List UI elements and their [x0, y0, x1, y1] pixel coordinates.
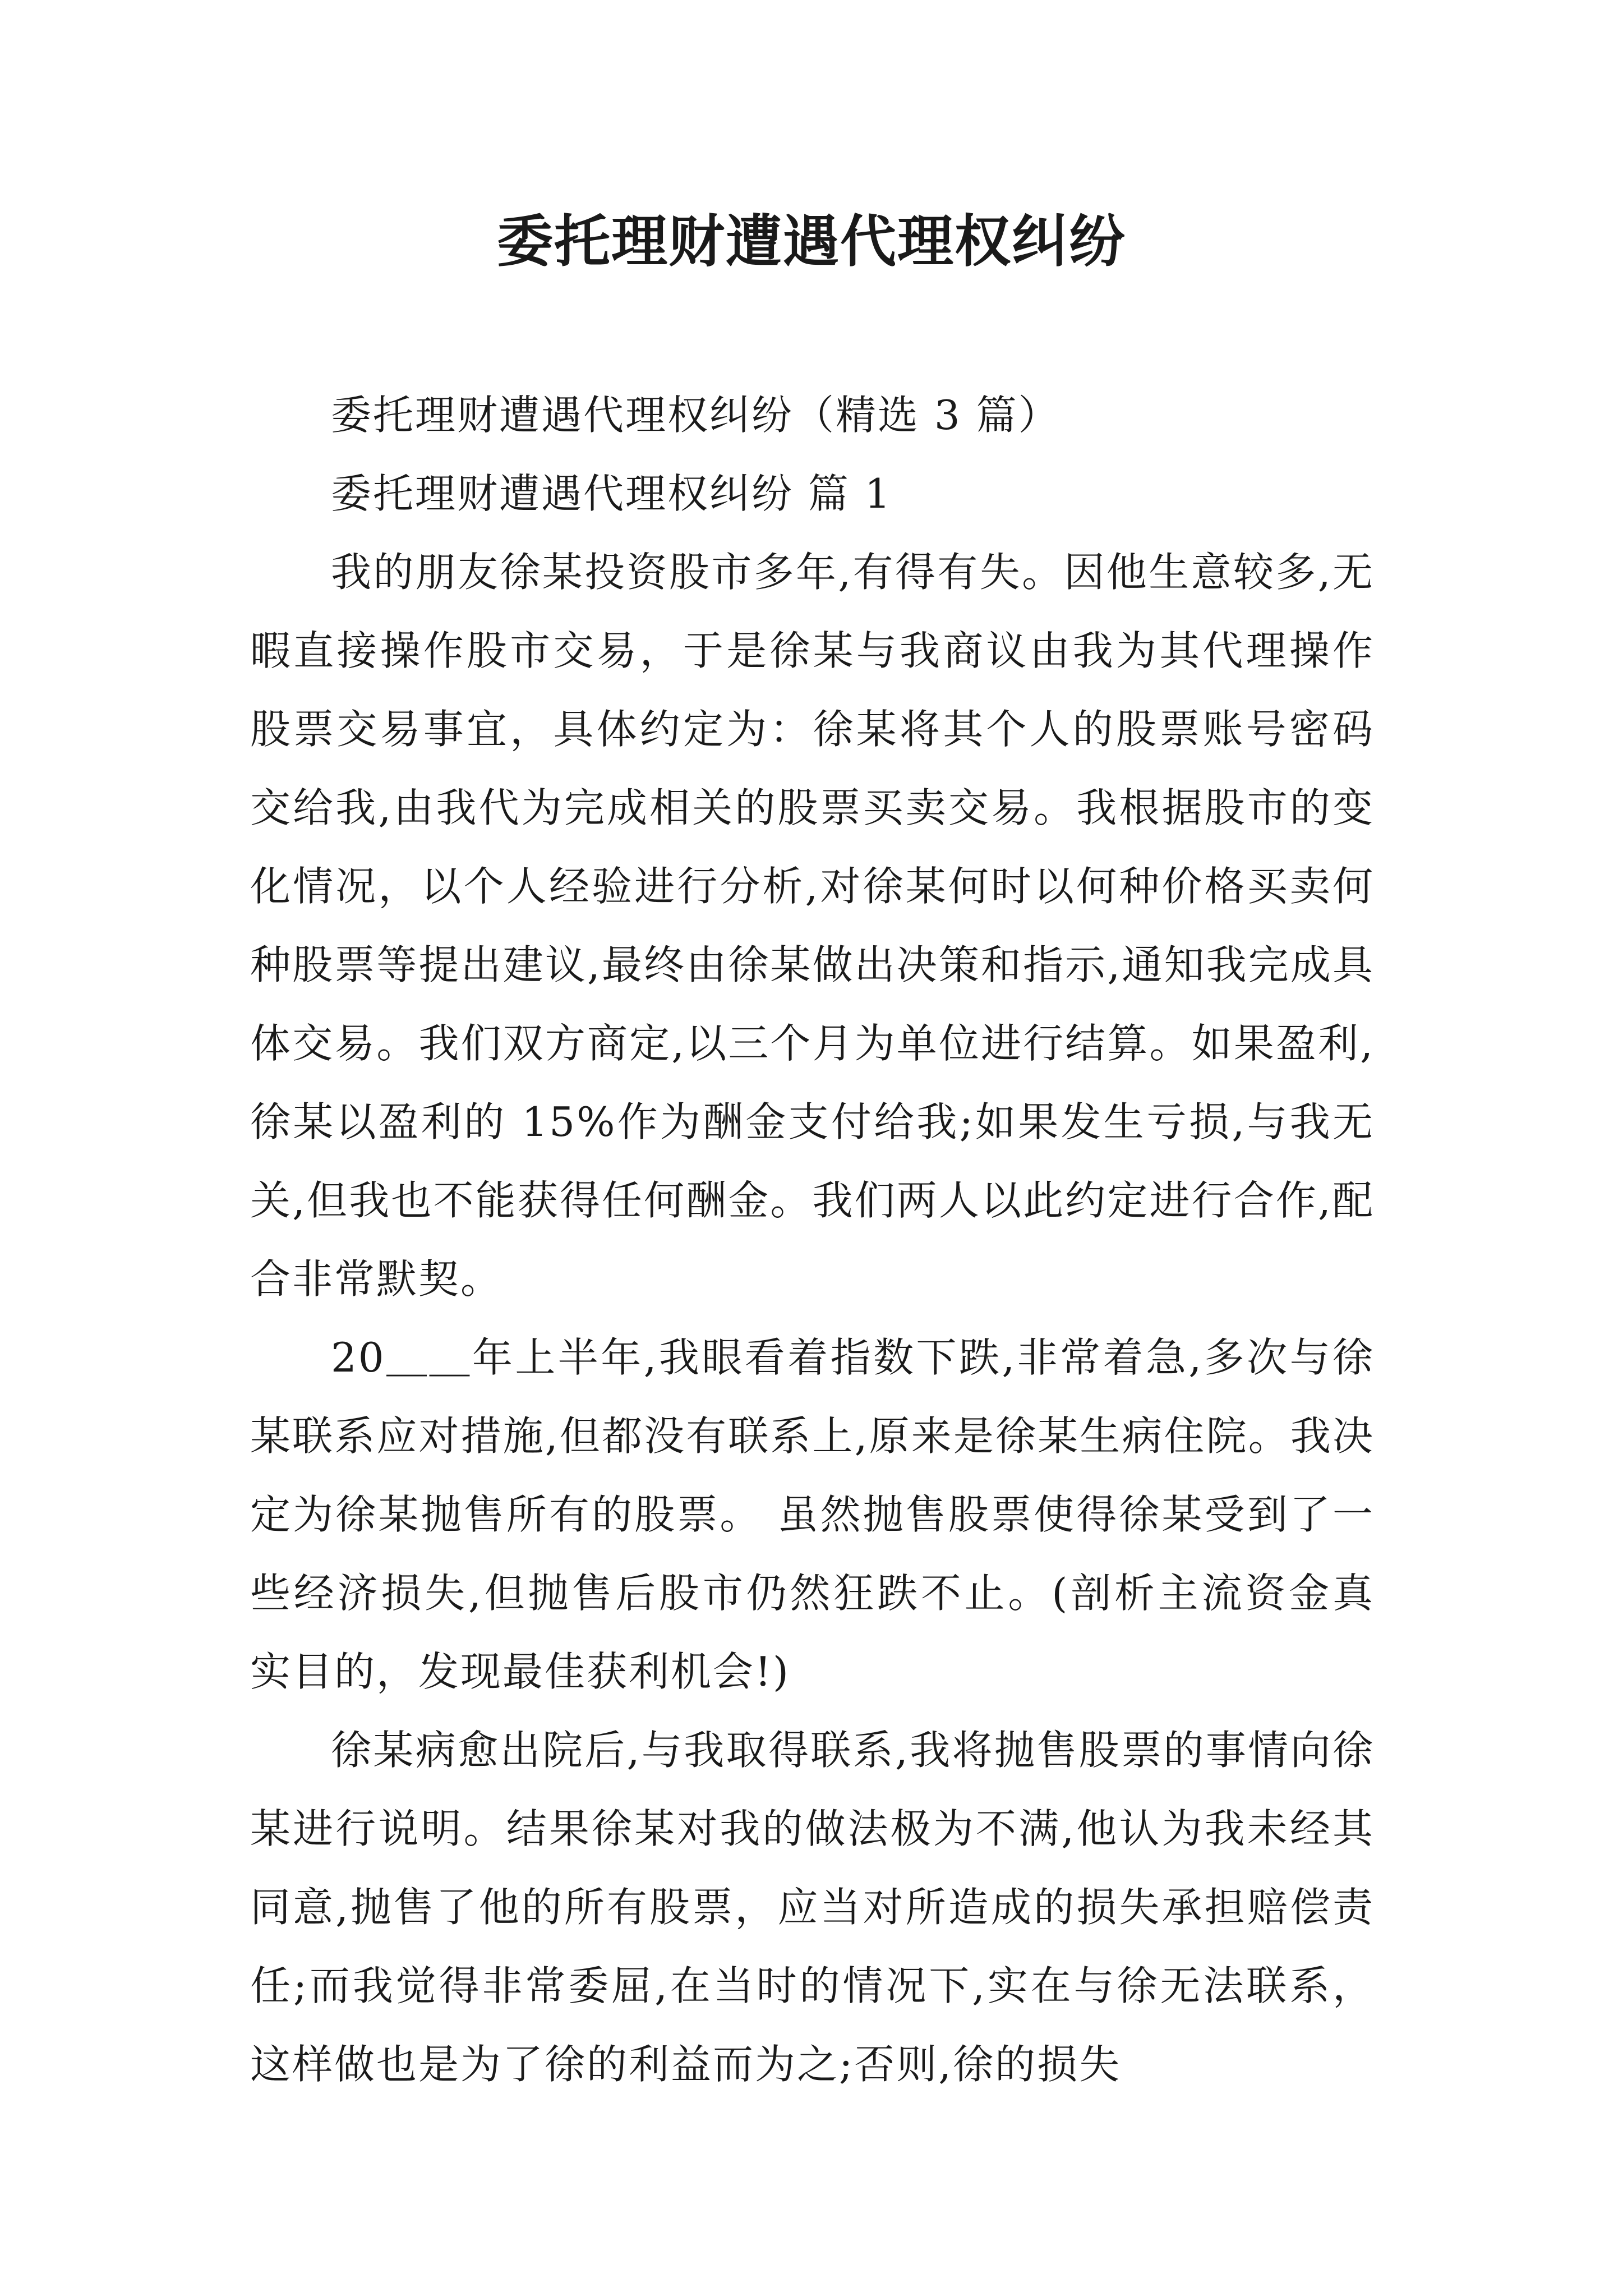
paragraph: 20＿＿年上半年,我眼看着指数下跌,非常着急,多次与徐某联系应对措施,但都没有联系上,原来是徐某生病住院。我决定为徐某抛售所有的股票。 虽然抛售股票使得徐某受到了一些经济损失,但抛售后股市仍然狂跌不止。(剖析主流资金真实目的，发现最佳获利机会!) [250, 1334, 1375, 1695]
section-heading: 委托理财遭遇代理权纠纷 篇 1 [331, 470, 892, 517]
paragraph: 我的朋友徐某投资股市多年,有得有失。因他生意较多,无暇直接操作股市交易，于是徐某与我商议由我为其代理操作股票交易事宜，具体约定为：徐某将其个人的股票账号密码交给我,由我代为完成相关的股票买卖交易。我根据股市的变化情况，以个人经验进行分析,对徐某何时以何种价格买卖何种股票等提出建议,最终由徐某做出决策和指示,通知我完成具体交易。我们双方商定,以三个月为单位进行结算。如果盈利,徐某以盈利的 15%作为酬金支付给我;如果发生亏损,与我无关,但我也不能获得任何酬金。我们两人以此约定进行合作,配合非常默契。 [250, 549, 1375, 1303]
paragraph: 徐某病愈出院后,与我取得联系,我将抛售股票的事情向徐某进行说明。结果徐某对我的做法极为不满,他认为我未经其同意,抛售了他的所有股票，应当对所造成的损失承担赔偿责任;而我觉得非常委屈,在当时的情况下,实在与徐无法联系，这样做也是为了徐的利益而为之;否则,徐的损失 [250, 1727, 1375, 2088]
document-body [250, 376, 1375, 2104]
document-subtitle: 委托理财遭遇代理权纠纷（精选 3 篇） [331, 392, 1061, 439]
document-title: 委托理财遭遇代理权纠纷 [497, 208, 1126, 274]
